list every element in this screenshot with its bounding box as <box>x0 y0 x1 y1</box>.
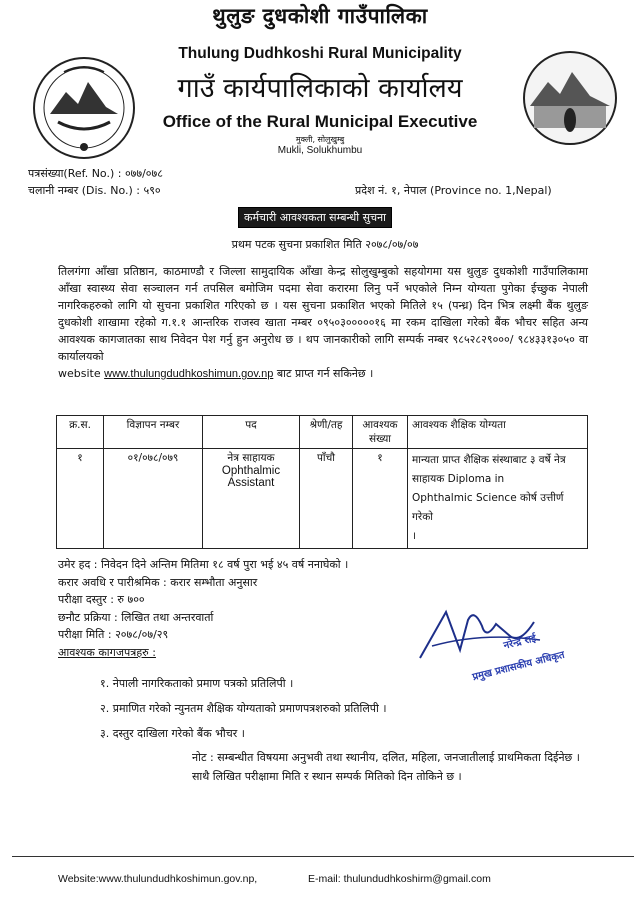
cell-ad-number: ०१/०७८/०७९ <box>104 449 203 549</box>
list-item: १. नेपाली नागरिकताको प्रमाण पत्रको प्रतिलिपी । <box>100 677 294 690</box>
qualification-line-3: Ophthalmic Science कोर्ष उत्तीर्ण गरेको <box>412 492 564 523</box>
notice-note <box>192 748 580 786</box>
footer-email[interactable]: E-mail: thulundudhkoshirm@gmail.com <box>308 873 491 885</box>
address-devanagari: मुक्ली, सोलुखुम्बु <box>295 135 345 144</box>
municipality-name-devanagari: थुलुङ दुधकोशी गाउँपालिका <box>212 4 428 28</box>
note-line-2: साथै लिखित परीक्षामा मिति र स्थान सम्पर्क मितिको दिन तोकिने छ । <box>192 770 462 783</box>
municipality-name-english: Thulung Dudhkoshi Rural Municipality <box>178 45 462 62</box>
dispatch-number: चलानी नम्बर (Dis. No.) : ५९० <box>28 184 161 197</box>
table-header-row <box>57 416 588 449</box>
stamp-title: प्रमुख प्रशासकीय अधिकृत <box>471 649 566 684</box>
documents-list <box>100 671 387 746</box>
contract-info: करार अवधि र पारीश्रमिक : करार सम्भौता अनुसार <box>58 575 258 589</box>
official-stamp <box>473 628 593 698</box>
reference-number: पत्रसंख्या(Ref. No.) : ०७७/०७८ <box>28 167 163 180</box>
footer-website[interactable]: Website:www.thulundudhkoshimun.gov.np, <box>58 873 258 885</box>
col-sn: क्र.स. <box>57 416 104 449</box>
job-info-block <box>58 556 348 661</box>
documents-heading: आवश्यक कागजपत्रहरु : <box>58 645 156 659</box>
province-label: प्रदेश नं. १, नेपाल (Province no. 1,Nepal) <box>355 184 552 197</box>
address-english: Mukli, Solukhumbu <box>277 145 363 156</box>
cell-post <box>203 449 300 549</box>
note-line-1: नोट : सम्बन्धीत विषयमा अनुभवी तथा स्थानीय, दलित, महिला, जनजातीलाई प्राथमिकता दिईनेछ । <box>192 751 580 764</box>
col-qualification: आवश्यक शैक्षिक योग्यता <box>408 416 588 449</box>
office-name-devanagari: गाउँ कार्यपालिकाको कार्यालय <box>177 73 463 104</box>
col-level: श्रेणी/तह <box>300 416 353 449</box>
col-ad-number: विज्ञापन नम्बर <box>104 416 203 449</box>
paragraph-main: तिलगंगा आँखा प्रतिष्ठान, काठमाण्डौ र जिल्ला सामुदायिक आँखा केन्द्र सोलुखुम्बुको सहयोगमा यस थुलुङ दुधकोशी गाउँपालिकामा आँखा स्वास्थ्य सेवा सञ्चालन गर्न तपसिल बमोजिम पदमा सेवा करारमा लिनु पर्ने भएकोले निम्न योग्यता पुगेका ईच्छुक नेपाली नागरिकहरुको लागि यो सुचना प्रकाशित गरिएको छ । यस सुचना प्रकाशित भएको मितिले १५ (पन्ध्र) दिन भित्र लक्ष्मी बैंक थुलुङ दुधकोशी शाखामा रहेको ग.१.१ आन्तरिक राजस्व खाता नम्बर ०९५०३०००००१६ मा रकम दाखिला गरेको बैंक भौचर सहित अन्य आवश्यक कागजातका साथ निवेदन पेश गर्नु हुन अनुरोध छ । थप जानकारीको लागि सम्पर्क नम्बर ९८५२८२९०००/ ९८४३३१३०५० वा कार्यालयको <box>58 265 588 363</box>
website-link[interactable]: www.thulungdudhkoshimun.gov.np <box>104 368 274 380</box>
cell-count: १ <box>353 449 408 549</box>
age-limit: उमेर हद : निवेदन दिने अन्तिम मितिमा १८ वर्ष पुरा भई ४५ वर्ष ननाघेको । <box>58 558 349 571</box>
cell-level: पाँचौ <box>300 449 353 549</box>
paragraph-tail: बाट प्राप्त गर्न सकिनेछ । <box>276 367 374 380</box>
selection-process: छनौट प्रक्रिया : लिखित तथा अन्तरवार्ता <box>58 610 214 624</box>
qualification-line-4: । <box>412 530 416 542</box>
cell-sn: १ <box>57 449 104 549</box>
notice-paragraph <box>58 263 588 383</box>
exam-date: परीक्षा मिति : २०७८/०७/२९ <box>58 628 169 641</box>
website-prefix: website <box>58 367 101 380</box>
col-post: पद <box>203 416 300 449</box>
post-english-2: Assistant <box>227 477 275 489</box>
post-english-1: Ophthalmic <box>221 465 281 477</box>
qualification-line-2: साहायक Diploma in <box>412 473 505 485</box>
municipality-logo <box>520 48 620 148</box>
footer-divider <box>12 856 634 857</box>
first-publication-date: प्रथम पटक सुचना प्रकाशित मिति २०७८/०७/०७ <box>231 238 419 251</box>
cell-qualification <box>408 449 588 549</box>
list-item: २. प्रमाणित गरेको न्युनतम शैक्षिक योग्यताको प्रमाणपत्रशरुको प्रतिलिपी । <box>100 702 387 715</box>
col-count: आवश्यक संख्या <box>353 416 408 449</box>
post-devanagari: नेत्र साहायक <box>227 452 275 464</box>
table-row <box>57 449 588 549</box>
stamp-name: नरेन्द्र राई <box>502 633 538 652</box>
vacancy-table <box>56 415 588 549</box>
notice-subject: कर्मचारी आवश्यकता सम्बन्धी सुचना <box>238 207 392 228</box>
list-item: ३. दस्तुर दाखिला गरेको बैंक भौचर । <box>100 727 245 740</box>
qualification-line-1: मान्यता प्राप्त शैक्षिक संस्थाबाट ३ वर्षे नेत्र <box>412 454 566 466</box>
office-name-english: Office of the Rural Municipal Executive <box>162 112 478 131</box>
exam-fee: परीक्षा दस्तुर : रु ७०० <box>58 593 145 606</box>
